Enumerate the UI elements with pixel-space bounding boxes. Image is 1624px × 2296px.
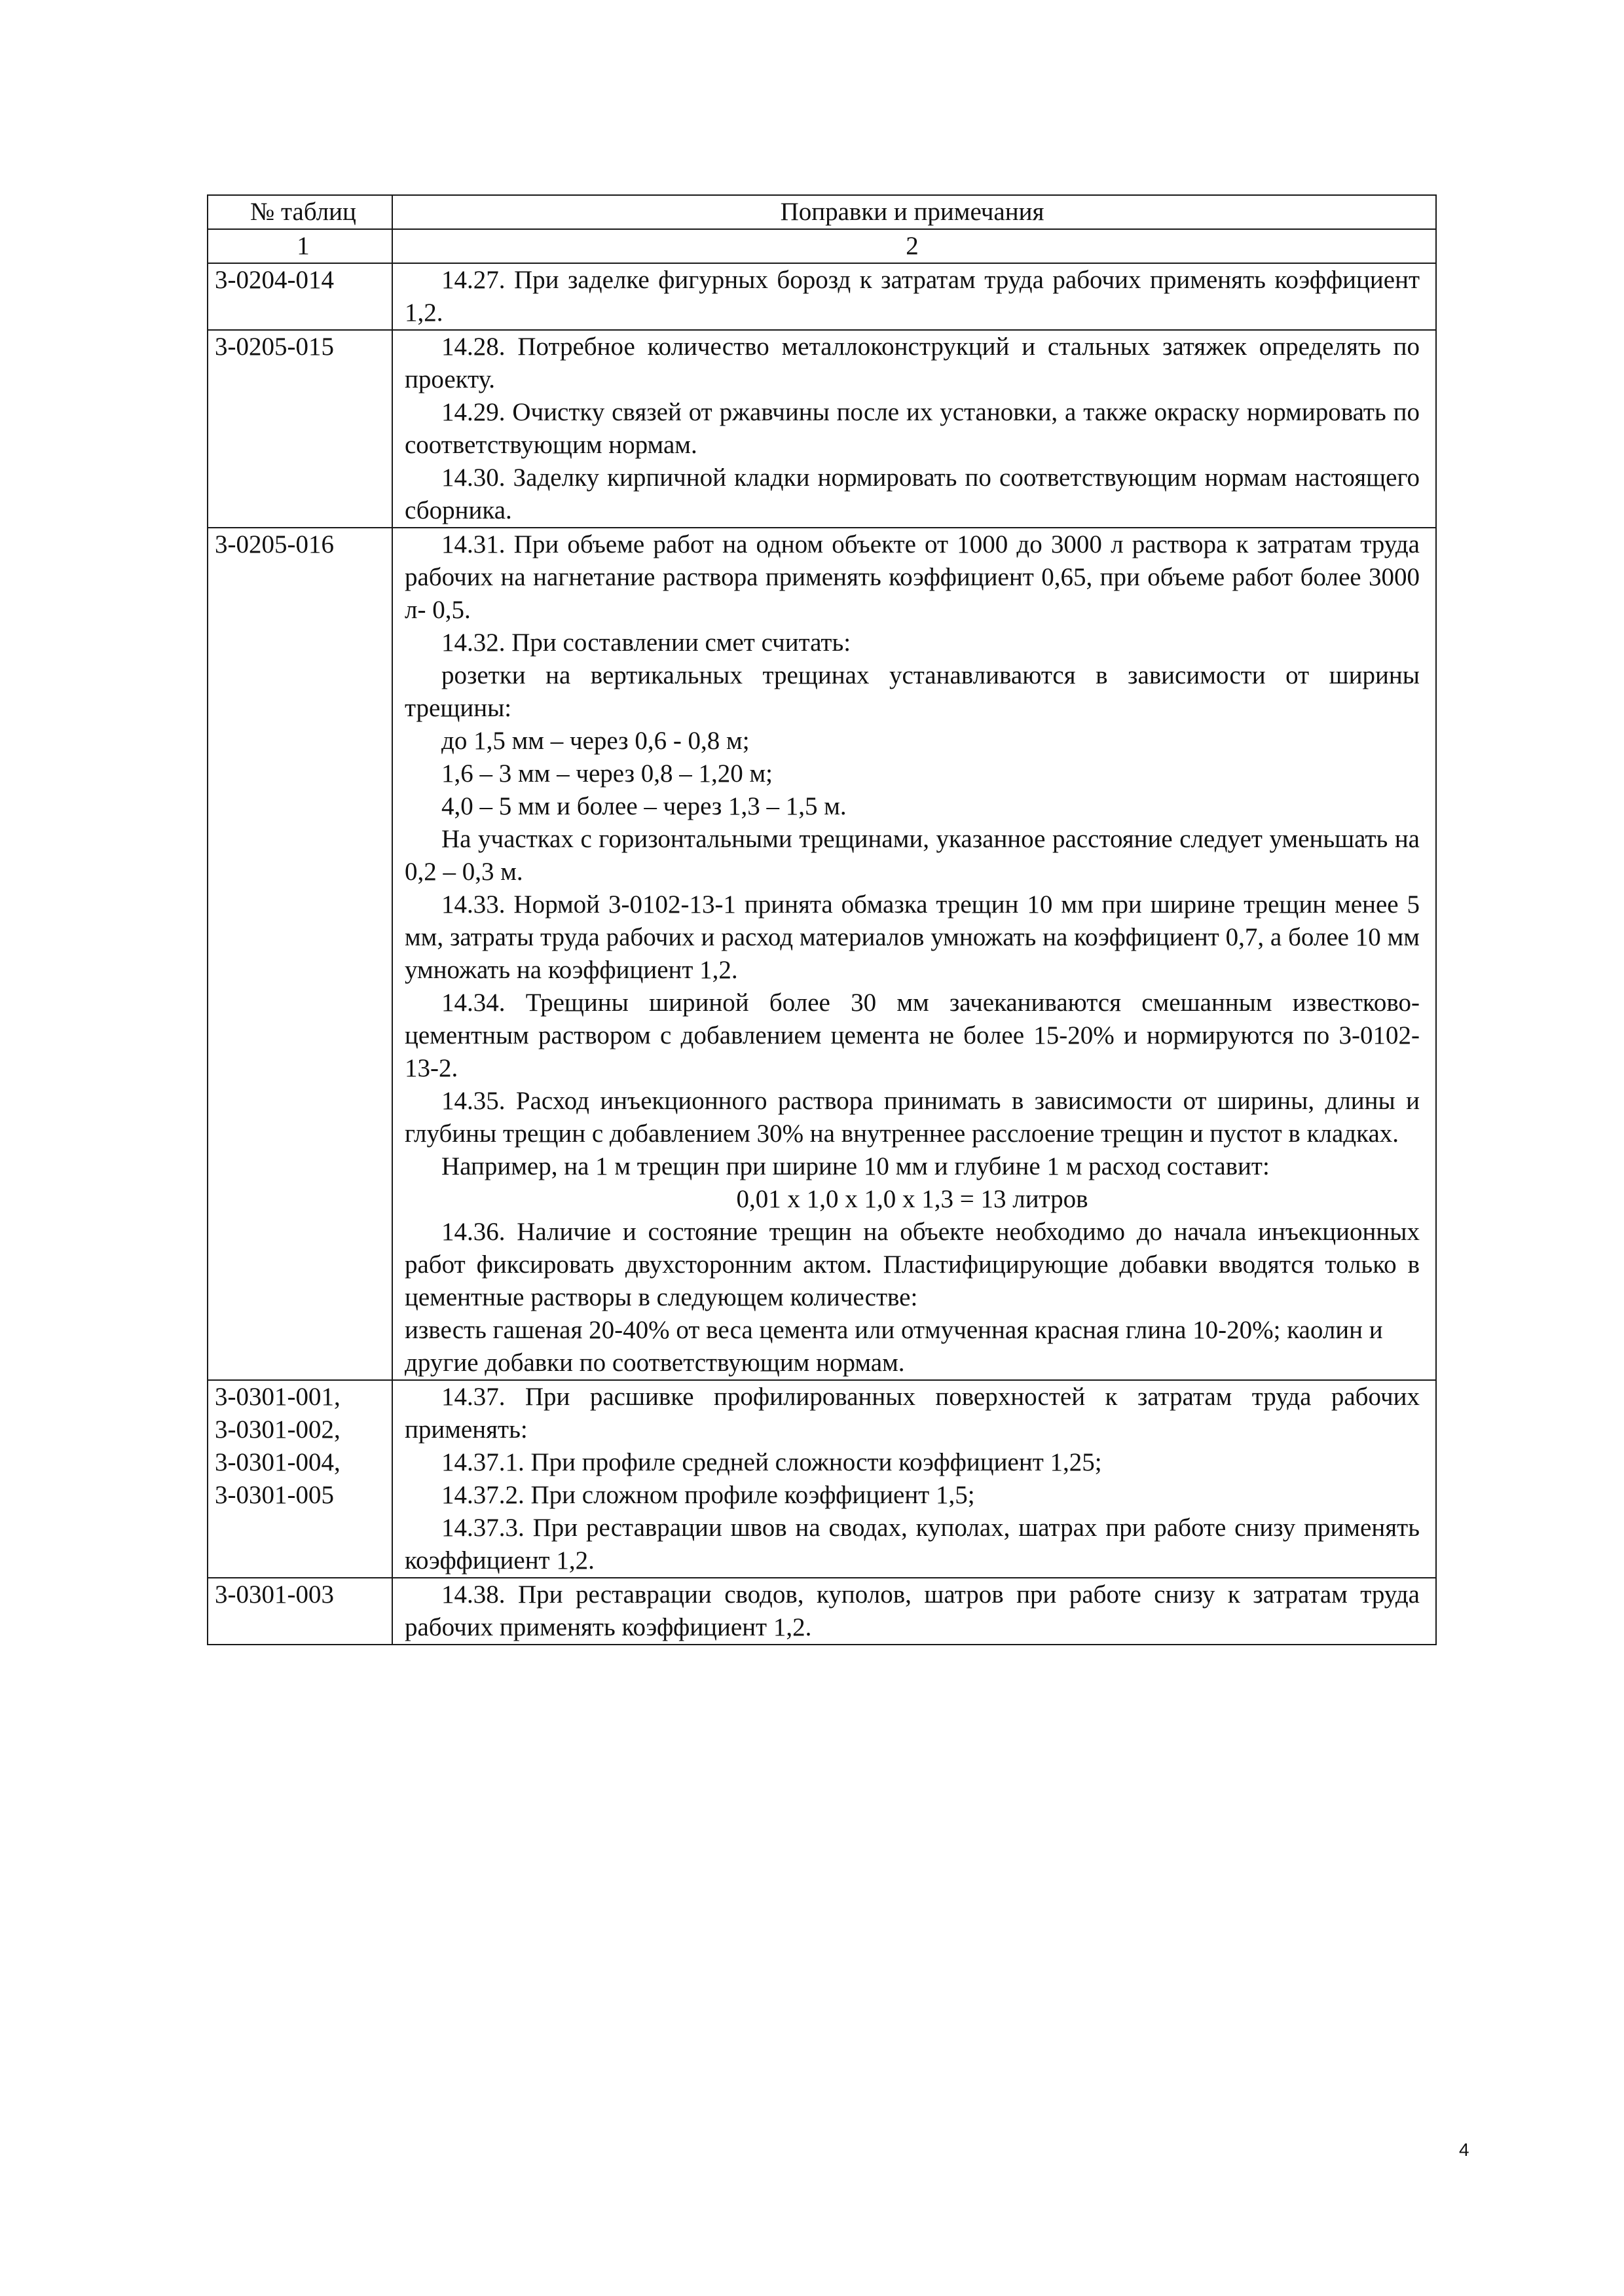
note-paragraph: 14.37.3. При реставрации швов на сводах, куполах, шатрах при работе снизу применять коэффициент 1,2. [405, 1514, 1420, 1575]
note-paragraph: На участках с горизонтальными трещинами, указанное расстояние следует уменьшать на 0,2 – 0,3 м. [405, 825, 1420, 886]
table-code: 3-0301-002, [215, 1415, 341, 1444]
note-list-item: 1,6 – 3 мм – через 0,8 – 1,20 м; [441, 759, 773, 788]
note-paragraph: Например, на 1 м трещин при ширине 10 мм и глубине 1 м расход составит: [441, 1152, 1270, 1180]
table-code: 3-0301-001, [215, 1383, 341, 1411]
note-paragraph: 14.38. При реставрации сводов, куполов, шатров при работе снизу к затратам труда рабочих применять коэффициент 1,2. [405, 1580, 1420, 1641]
note-paragraph: 14.29. Очистку связей от ржавчины после их установки, а также окраску нормировать по соответствующим нормам. [405, 398, 1420, 459]
note-paragraph: 14.32. При составлении смет считать: [441, 629, 851, 657]
note-paragraph: 14.28. Потребное количество металлоконструкций и стальных затяжек определять по проекту. [405, 333, 1420, 393]
note-paragraph: 14.36. Наличие и состояние трещин на объекте необходимо до начала инъекционных работ фиксировать двухсторонним актом. Пластифицирующие добавки вводятся только в цементные растворы в следующем количестве: [405, 1218, 1420, 1311]
note-paragraph: 14.34. Трещины шириной более 30 мм зачеканиваются смешанным известково-цементным раствором с добавлением цемента не более 15-20% и нормируются по 3-0102-13-2. [405, 989, 1420, 1082]
colnum-1: 1 [208, 229, 392, 263]
note-paragraph: известь гашеная 20-40% от веса цемента или отмученная красная глина 10-20%; каолин и другие добавки по соответствующим нормам. [405, 1316, 1383, 1377]
note-paragraph: 14.37.1. При профиле средней сложности коэффициент 1,25; [441, 1448, 1102, 1476]
table-note-cell [392, 263, 1436, 330]
note-list-item: до 1,5 мм – через 0,6 - 0,8 м; [441, 727, 750, 755]
table-row [208, 1578, 1436, 1645]
page-number: 4 [1459, 2140, 1469, 2160]
header-col1: № таблиц [208, 195, 392, 229]
table-code: 3-0205-015 [215, 333, 334, 361]
note-paragraph: 14.27. При заделке фигурных борозд к затратам труда рабочих применять коэффициент 1,2. [405, 266, 1420, 327]
note-paragraph: 14.37. При расшивке профилированных поверхностей к затратам труда рабочих применять: [405, 1383, 1420, 1444]
note-list-item: 4,0 – 5 мм и более – через 1,3 – 1,5 м. [441, 792, 847, 820]
table-row [208, 528, 1436, 1380]
table-note-cell [392, 330, 1436, 528]
notes-table [207, 194, 1437, 1645]
table-code: 3-0301-004, [215, 1448, 341, 1476]
table-code-cell [208, 330, 392, 528]
note-paragraph: 14.33. Нормой 3-0102-13-1 принята обмазка трещин 10 мм при ширине трещин менее 5 мм, затраты труда рабочих и расход материалов умножать на коэффициент 0,7, а более 10 мм умножать на коэффициент 1,2. [405, 890, 1420, 984]
table-code: 3-0301-005 [215, 1481, 334, 1509]
note-formula: 0,01 х 1,0 х 1,0 х 1,3 = 13 литров [736, 1185, 1088, 1213]
table-code-cell [208, 1380, 392, 1578]
table-code-cell [208, 1578, 392, 1645]
table-note-cell [392, 1380, 1436, 1578]
table-code: 3-0301-003 [215, 1580, 334, 1609]
note-paragraph: 14.35. Расход инъекционного раствора принимать в зависимости от ширины, длины и глубины трещин с добавлением 30% на внутреннее расслоение трещин и пустот в кладках. [405, 1087, 1420, 1148]
table-code: 3-0204-014 [215, 266, 334, 294]
table-row [208, 330, 1436, 528]
note-paragraph: 14.31. При объеме работ на одном объекте от 1000 до 3000 л раствора к затратам труда рабочих на нагнетание раствора применять коэффициент 0,65, при объеме работ более 3000 л- 0,5. [405, 530, 1420, 624]
note-paragraph: 14.37.2. При сложном профиле коэффициент 1,5; [441, 1481, 975, 1509]
table-code-cell [208, 528, 392, 1380]
colnum-2: 2 [392, 229, 1436, 263]
table-row [208, 1380, 1436, 1578]
table-row [208, 263, 1436, 330]
note-paragraph: розетки на вертикальных трещинах устанавливаются в зависимости от ширины трещины: [405, 661, 1420, 722]
header-col2: Поправки и примечания [392, 195, 1436, 229]
column-number-row [208, 229, 1436, 263]
table-note-cell [392, 528, 1436, 1380]
table-code-cell [208, 263, 392, 330]
note-paragraph: 14.30. Заделку кирпичной кладки нормировать по соответствующим нормам настоящего сборника. [405, 464, 1420, 524]
table-header-row [208, 195, 1436, 229]
table-note-cell [392, 1578, 1436, 1645]
table-code: 3-0205-016 [215, 530, 334, 558]
